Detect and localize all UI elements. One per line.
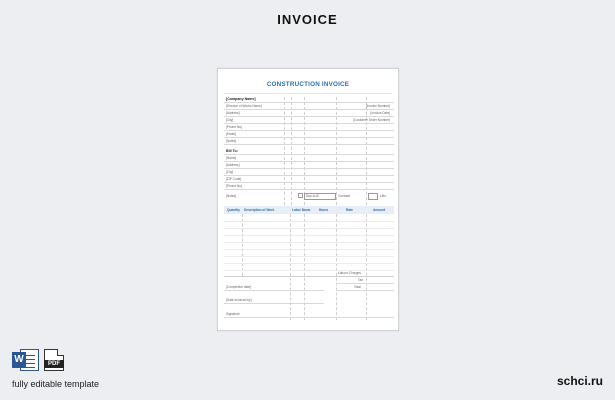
col-labor-name: Labor Name [292, 208, 311, 212]
col-quantity: Quantity [227, 208, 240, 212]
row-line [224, 154, 394, 155]
invoice-date-field: [Invoice Date] [370, 111, 390, 115]
date-invoiced-field: [Date Invoiced by] [226, 298, 252, 302]
invoice-preview [217, 68, 399, 331]
table-row [224, 242, 394, 243]
notes-field: [Notes] [226, 139, 237, 143]
row-line [224, 102, 394, 103]
bill-to-phone: [Phone No] [226, 184, 242, 188]
pdf-icon: PDF [44, 349, 64, 371]
contract-label: Contract [338, 194, 351, 198]
col-description: Description of Work [244, 208, 275, 212]
row-line [224, 137, 394, 138]
email-field: [Email] [226, 132, 236, 136]
bill-to-address: [Address] [226, 163, 240, 167]
invoice-number-field: [Invoice Number] [365, 104, 390, 108]
title-divider [224, 93, 392, 94]
lifts-field-box [368, 193, 378, 200]
col-guide [242, 214, 243, 276]
bill-to-name: [Name] [226, 156, 237, 160]
row-line [336, 290, 394, 291]
col-amount: Amount [373, 208, 386, 212]
customer-order-field: [Customer Order Number] [353, 118, 390, 122]
row-line [224, 303, 324, 304]
signature-field: Signature [226, 312, 240, 316]
table-row [224, 235, 394, 236]
brand-logo: schci.ru [556, 374, 603, 388]
checkbox [298, 193, 303, 198]
invoice-title: CONSTRUCTION INVOICE [266, 81, 350, 88]
row-line [224, 168, 394, 169]
col-guide [304, 214, 305, 320]
day-field-text: Day-to-B [306, 193, 319, 198]
lifts-label: Lifts [380, 194, 386, 198]
table-row [224, 228, 394, 229]
row-line [224, 161, 394, 162]
row-line [224, 116, 394, 117]
company-name-field: [Company Name] [226, 97, 256, 101]
col-guide [366, 214, 367, 320]
total-label: Total [354, 285, 361, 289]
bill-to-city: [City] [226, 170, 234, 174]
row-line [224, 182, 394, 183]
col-hours: Hours [319, 208, 329, 212]
row-line [224, 317, 394, 318]
address-field: [Address] [226, 111, 240, 115]
row-line [224, 130, 394, 131]
table-row [224, 221, 394, 222]
row-line [224, 144, 394, 145]
word-icon: W [12, 349, 40, 371]
table-row [224, 270, 394, 271]
row-line [336, 283, 394, 284]
col-guide [290, 214, 291, 320]
page-title: INVOICE [277, 12, 338, 27]
bill-to-label: Bill To: [226, 149, 238, 153]
job-notes-field: [Notes] [226, 194, 237, 198]
table-row [224, 263, 394, 264]
completion-date-field: [Completion date] [226, 285, 251, 289]
table-row [224, 249, 394, 250]
phone-field: [Phone No] [226, 125, 242, 129]
tax-label: Tax [358, 278, 363, 282]
col-guide [336, 214, 337, 320]
row-line [224, 290, 324, 291]
table-end-line [224, 276, 394, 277]
row-line [224, 109, 394, 110]
table-header [224, 206, 394, 214]
tagline: fully editable template [12, 379, 100, 389]
labour-charges-label: Labour Charges [338, 271, 361, 275]
row-line [224, 123, 394, 124]
row-line [224, 175, 394, 176]
row-line [224, 189, 394, 190]
bill-to-zip: [ZIP Code] [226, 177, 242, 181]
city-field: [City] [226, 118, 234, 122]
director-field: [Director of Works Name] [226, 104, 262, 108]
table-row [224, 256, 394, 257]
col-rate: Rate [346, 208, 353, 212]
